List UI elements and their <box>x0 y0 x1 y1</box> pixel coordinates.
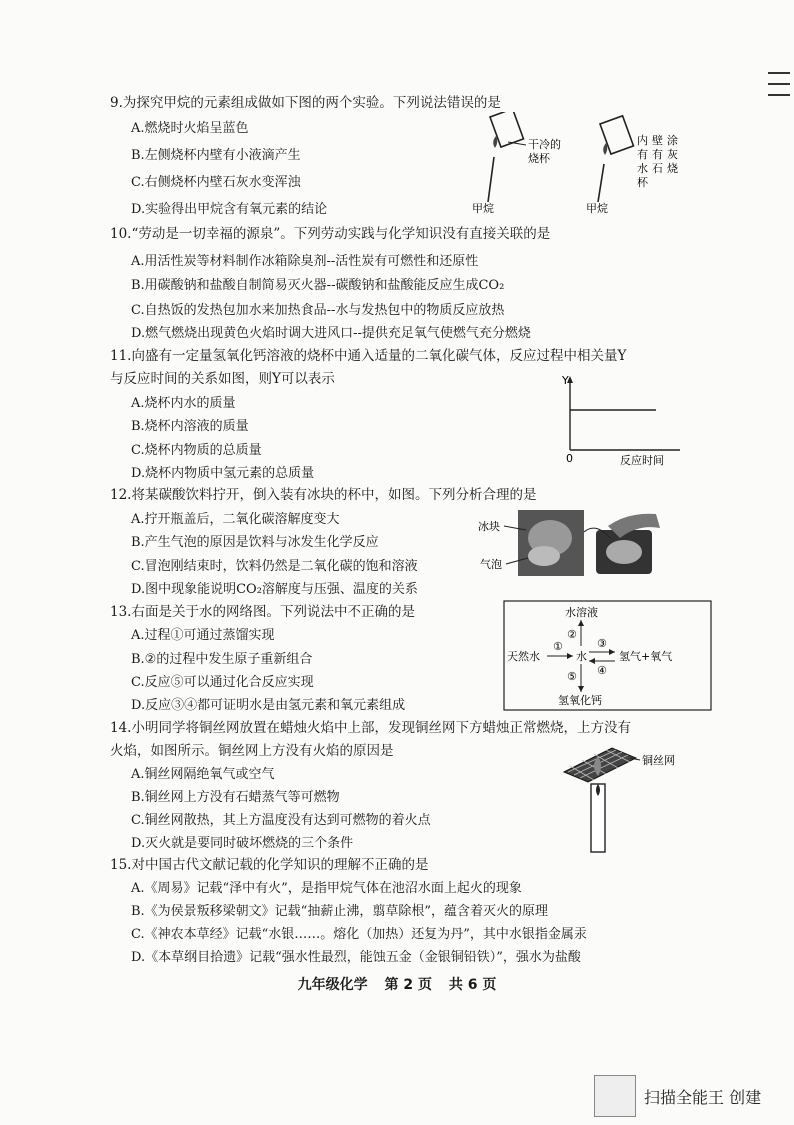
question-9-stem: 9.为探究甲烷的元素组成做如下图的两个实验。下列说法错误的是 <box>110 95 501 111</box>
svg-text:烧: 烧 <box>667 162 678 175</box>
q11-option-b: B.烧杯内溶液的质量 <box>131 419 249 434</box>
question-13-stem: 13.右面是关于水的网络图。下列说法中不正确的是 <box>110 604 415 620</box>
q12-option-c: C.冒泡刚结束时，饮料仍然是二氧化碳的饱和溶液 <box>131 559 418 574</box>
q12-option-b: B.产生气泡的原因是饮料与冰发生化学反应 <box>131 535 379 550</box>
footer-total: 共 6 页 <box>448 977 497 993</box>
q9-option-c: C.右侧烧杯内壁石灰水变浑浊 <box>131 175 301 190</box>
q11-option-d: D.烧杯内物质中氢元素的总质量 <box>131 466 315 481</box>
svg-text:⑤: ⑤ <box>567 670 577 683</box>
q13-option-d: D.反应③④都可证明水是由氢元素和氧元素组成 <box>131 698 406 713</box>
q11-graph <box>560 372 690 468</box>
q10-option-c: C.自热饭的发热包加水来加热食品--水与发热包中的物质反应放热 <box>131 303 505 318</box>
question-11-stem-line2: 与反应时间的关系如图，则Y可以表示 <box>110 371 335 387</box>
footer-page: 第 2 页 <box>384 977 432 993</box>
qr-code-icon <box>594 1075 636 1117</box>
q9-option-d: D.实验得出甲烷含有氧元素的结论 <box>131 202 328 217</box>
svg-text:有: 有 <box>652 148 663 161</box>
question-12-stem: 12.将某碳酸饮料拧开，倒入装有冰块的杯中，如图。下列分析合理的是 <box>110 487 537 503</box>
q15-option-b: B.《为侯景叛移梁朝文》记载“抽薪止沸，翦草除根”，蕴含着灭火的原理 <box>131 904 548 919</box>
q12-bubble-label: 气泡 <box>480 558 502 571</box>
question-14-stem-line2: 火焰，如图所示。铜丝网上方没有火焰的原因是 <box>110 743 394 759</box>
margin-marks <box>768 72 790 105</box>
q14-option-d: D.灭火就是要同时破坏燃烧的三个条件 <box>131 836 354 851</box>
q11-origin-label: 0 <box>566 452 573 465</box>
q13-option-c: C.反应⑤可以通过化合反应实现 <box>131 675 314 690</box>
question-11-stem: 11.向盛有一定量氢氧化钙溶液的烧杯中通入适量的二氧化碳气体，反应过程中相关量Y <box>110 348 627 364</box>
scanner-text: 扫描全能王 创建 <box>644 1087 762 1107</box>
q9-figure <box>462 112 702 217</box>
question-14-stem: 14.小明同学将铜丝网放置在蜡烛火焰中上部，发现铜丝网下方蜡烛正常燃烧，上方没有 <box>110 720 631 736</box>
q15-option-d: D.《本草纲目拾遗》记载“强水性最烈，能蚀五金（金银铜铅铁）”，强水为盐酸 <box>131 950 581 965</box>
q9-gas-label-right: 甲烷 <box>586 202 608 215</box>
q14-candle-figure <box>560 746 690 856</box>
q13-option-a: A.过程①可通过蒸馏实现 <box>131 628 275 643</box>
q9-option-a: A.燃烧时火焰呈蓝色 <box>131 121 249 136</box>
svg-text:涂: 涂 <box>667 134 678 147</box>
svg-text:有: 有 <box>637 148 648 161</box>
q12-option-d: D.图中现象能说明CO₂溶解度与压强、温度的关系 <box>131 582 418 597</box>
q13-center-label: 水 <box>576 650 587 663</box>
svg-text:水: 水 <box>637 162 648 175</box>
q15-option-c: C.《神农本草经》记载“水银……。熔化（加热）还复为丹”，其中水银指金属汞 <box>131 927 587 942</box>
q13-option-b: B.②的过程中发生原子重新组合 <box>131 652 313 667</box>
q13-top-label: 水溶液 <box>565 606 598 619</box>
q13-bottom-label: 氢氧化钙 <box>558 694 602 707</box>
q12-photo <box>478 508 678 580</box>
footer-grade: 九年级化学 <box>297 977 368 993</box>
q14-option-a: A.铜丝网隔绝氧气或空气 <box>131 767 275 782</box>
q11-option-c: C.烧杯内物质的总质量 <box>131 443 262 458</box>
svg-text:烧杯: 烧杯 <box>528 152 550 165</box>
q10-option-d: D.燃气燃烧出现黄色火焰时调大进风口--提供充足氧气使燃气充分燃烧 <box>131 326 531 341</box>
q13-water-network <box>503 600 713 712</box>
svg-text:石: 石 <box>652 162 663 175</box>
q11-x-label: 反应时间 <box>620 454 664 467</box>
svg-text:壁: 壁 <box>652 134 663 147</box>
q14-mesh-label: 铜丝网 <box>642 754 675 767</box>
q14-option-c: C.铜丝网散热，其上方温度没有达到可燃物的着火点 <box>131 813 431 828</box>
q11-option-a: A.烧杯内水的质量 <box>131 396 236 411</box>
svg-text:④: ④ <box>597 664 607 677</box>
q11-y-label: Y <box>562 374 569 387</box>
svg-text:内: 内 <box>637 134 648 147</box>
svg-text:杯: 杯 <box>637 176 648 189</box>
q12-option-a: A.拧开瓶盖后，二氧化碳溶解度变大 <box>131 512 340 527</box>
q12-ice-label: 冰块 <box>478 520 500 533</box>
svg-text:灰: 灰 <box>667 148 678 161</box>
question-15-stem: 15.对中国古代文献记载的化学知识的理解不正确的是 <box>110 857 429 873</box>
page-footer <box>0 974 794 994</box>
q14-option-b: B.铜丝网上方没有石蜡蒸气等可燃物 <box>131 790 340 805</box>
q10-option-a: A.用活性炭等材料制作冰箱除臭剂--活性炭有可燃性和还原性 <box>131 254 479 269</box>
question-10-stem: 10.“劳动是一切幸福的源泉”。下列劳动实践与化学知识没有直接关联的是 <box>110 226 551 242</box>
q9-gas-label-left: 甲烷 <box>472 202 494 215</box>
scanner-watermark <box>594 1075 761 1117</box>
q9-option-b: B.左侧烧杯内壁有小液滴产生 <box>131 148 301 163</box>
svg-text:①: ① <box>553 640 563 653</box>
q10-option-b: B.用碳酸钠和盐酸自制简易灭火器--碳酸钠和盐酸能反应生成CO₂ <box>131 278 505 293</box>
q15-option-a: A.《周易》记载“泽中有火”，是指甲烷气体在池沼水面上起火的现象 <box>131 881 522 896</box>
q13-left-label: 天然水 <box>507 650 540 663</box>
svg-text:③: ③ <box>597 637 607 650</box>
q9-left-label: 干冷的 <box>528 138 561 151</box>
svg-text:②: ② <box>567 628 577 641</box>
q13-right-label: 氢气+氧气 <box>619 650 673 663</box>
